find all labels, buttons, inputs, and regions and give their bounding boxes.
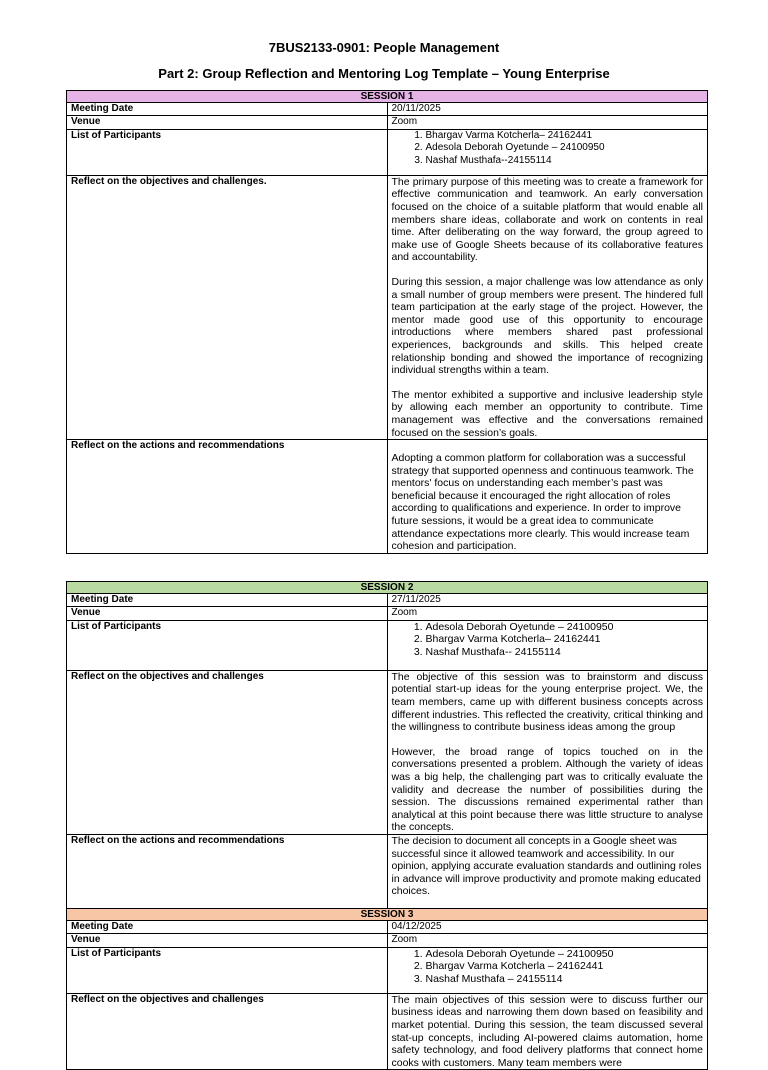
participants-label: List of Participants bbox=[67, 947, 388, 993]
participant-item: 3. Nashaf Musthafa-- 24155114 bbox=[426, 646, 704, 659]
session-3-heading: SESSION 3 bbox=[67, 908, 708, 920]
session-2-participants bbox=[387, 620, 708, 670]
document-subtitle: Part 2: Group Reflection and Mentoring Log Template – Young Enterprise bbox=[158, 66, 610, 81]
session-2-venue: Zoom bbox=[387, 607, 708, 620]
objectives-paragraph: The mentor exhibited a supportive and inclusive leadership style by allowing each member an opportunity to contribute. Time management was effective and the conversations remained focused on the session’s goals. bbox=[391, 388, 703, 439]
objectives-label: Reflect on the objectives and challenges bbox=[67, 670, 388, 834]
session-1-objectives bbox=[387, 175, 708, 439]
participant-item: 1. Adesola Deborah Oyetunde – 24100950 bbox=[426, 621, 704, 634]
session-2-actions: The decision to document all concepts in a Google sheet was successful since it allowed teamwork and accessibility. In our opinion, applying accurate evaluation standards and outlining roles in advance will improve productivity and promote making educated choices. bbox=[387, 834, 708, 908]
objectives-paragraph: The primary purpose of this meeting was to create a framework for effective communication and teamwork. An early conversation focused on the choice of a suitable platform that would enable all members share ideas, collaborate and work on contents in real time. After deliberating on the way forward, the group agreed to make use of Google Sheets because of its collaborative features and accountability. bbox=[391, 175, 703, 264]
session-1-actions bbox=[387, 440, 708, 554]
session-3-participants bbox=[387, 947, 708, 993]
participant-item: 1. Adesola Deborah Oyetunde – 24100950 bbox=[426, 948, 704, 961]
meeting-date-label: Meeting Date bbox=[67, 594, 388, 607]
course-title: 7BUS2133-0901: People Management bbox=[268, 40, 500, 55]
venue-label: Venue bbox=[67, 607, 388, 620]
objectives-paragraph: However, the broad range of topics touched on in the conversations presented a problem. Although the variety of ideas was a big help, the challenging part was to critically evaluate the validity and decrease the number of possibilities during the session. The discussions remained experimental rather than analytical at this point because there was little structure to analyse the concepts. bbox=[391, 745, 703, 834]
objectives-label: Reflect on the objectives and challenges. bbox=[67, 175, 388, 439]
objectives-label: Reflect on the objectives and challenges bbox=[67, 993, 388, 1070]
participant-item: 3. Nashaf Musthafa--24155114 bbox=[426, 155, 704, 167]
venue-label: Venue bbox=[67, 934, 388, 947]
actions-label: Reflect on the actions and recommendations bbox=[67, 834, 388, 908]
venue-label: Venue bbox=[67, 116, 388, 129]
actions-label: Reflect on the actions and recommendations bbox=[67, 440, 388, 554]
session-1-participants bbox=[387, 129, 708, 175]
actions-paragraph: Adopting a common platform for collaboration was a successful strategy that supported openness and continuous teamwork. The mentors' focus on understanding each member’s past was beneficial because it encouraged the right allocation of roles according to qualifications and experience. In order to improve future sessions, it would be a great idea to communicate attendance expectations more clearly. This would increase team cohesion and participation. bbox=[391, 452, 694, 553]
objectives-paragraph: The main objectives of this session were to discuss further our business ideas and narrowing them down based on feasibility and market potential. During this session, the team discussed several stat-up concepts, including AI-powered claims automation, home safety technology, and food delivery platforms that connect home cooks with customers. Many team members were bbox=[391, 993, 703, 1069]
session-1-heading: SESSION 1 bbox=[67, 91, 708, 103]
participants-label: List of Participants bbox=[67, 129, 388, 175]
meeting-date-label: Meeting Date bbox=[67, 920, 388, 933]
session-2-3-table bbox=[66, 581, 708, 1070]
participant-item: 3. Nashaf Musthafa – 24155114 bbox=[426, 973, 704, 986]
participant-item: 2. Adesola Deborah Oyetunde – 24100950 bbox=[426, 142, 704, 154]
session-1-date: 20/11/2025 bbox=[387, 103, 708, 116]
session-1-table bbox=[66, 90, 708, 554]
participant-item: 1. Bhargav Varma Kotcherla– 24162441 bbox=[426, 130, 704, 142]
participant-item: 2. Bhargav Varma Kotcherla – 24162441 bbox=[426, 960, 704, 973]
objectives-paragraph: The objective of this session was to brainstorm and discuss potential start-up ideas for the young enterprise project. We, the team members, came up with different business concepts across different industries. This reflected the creativity, critical thinking and the willingness to contribute business ideas among the group bbox=[391, 670, 703, 734]
participant-item: 2. Bhargav Varma Kotcherla– 24162441 bbox=[426, 633, 704, 646]
session-3-objectives bbox=[387, 993, 708, 1070]
objectives-paragraph: During this session, a major challenge was low attendance as only a small number of group members were present. The hindered full team participation at the early stage of the project. However, the mentor made good use of this opportunity to encourage introductions where members shared past professional experiences, backgrounds and skills. This helped create relationship bonding and showed the importance of recognizing individual strengths within a team. bbox=[391, 275, 703, 377]
session-1-venue: Zoom bbox=[387, 116, 708, 129]
session-2-heading: SESSION 2 bbox=[67, 582, 708, 594]
participants-label: List of Participants bbox=[67, 620, 388, 670]
session-2-date: 27/11/2025 bbox=[387, 594, 708, 607]
session-2-objectives bbox=[387, 670, 708, 834]
session-3-venue: Zoom bbox=[387, 934, 708, 947]
meeting-date-label: Meeting Date bbox=[67, 103, 388, 116]
session-3-date: 04/12/2025 bbox=[387, 920, 708, 933]
